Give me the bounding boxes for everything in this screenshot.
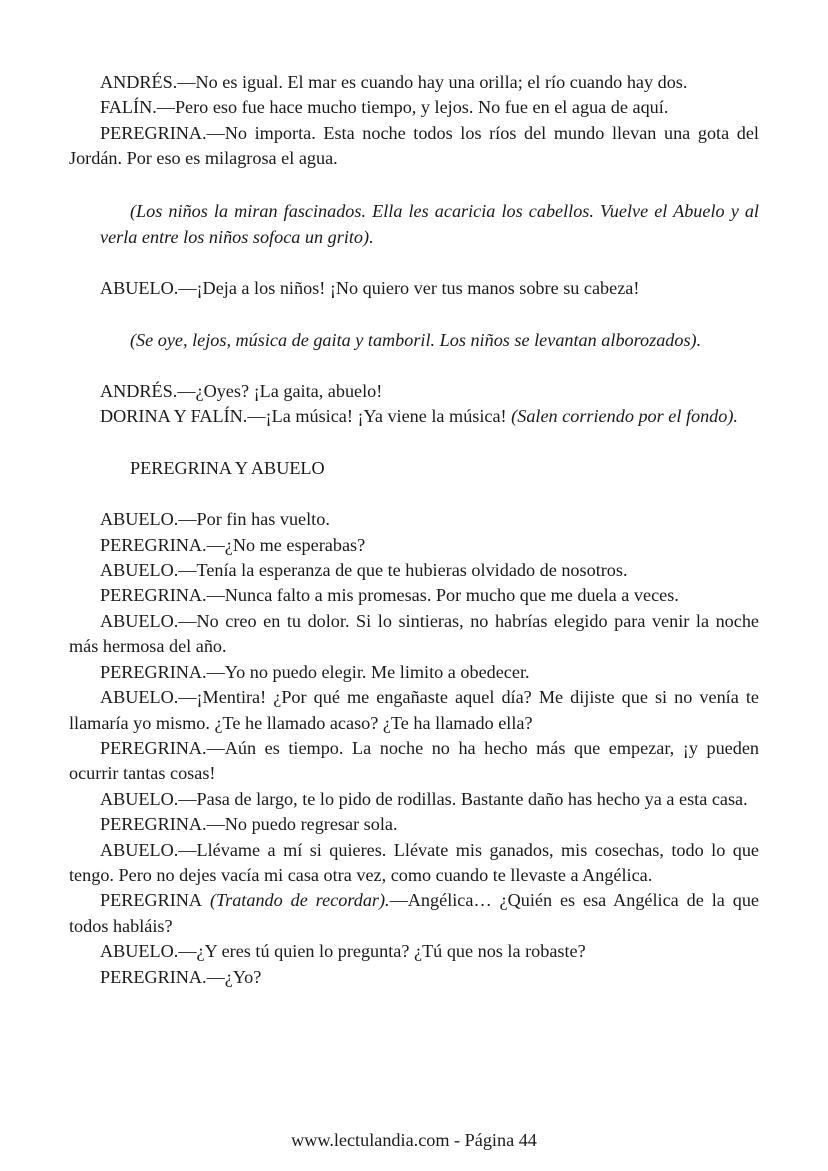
dialogue-line <box>69 507 759 532</box>
dialogue-line <box>69 121 759 172</box>
speaker-name: ABUELO. <box>100 610 179 631</box>
speaker-name: DORINA Y FALÍN. <box>100 406 248 427</box>
dialogue-line <box>69 404 759 429</box>
dialogue-line <box>69 70 759 95</box>
dialogue-text: —¡Mentira! ¿Por qué me engañaste aquel día? Me dijiste que si no venía te llamaría yo mismo. ¿Te he llamado acaso? ¿Te ha llamado ella? <box>69 687 759 733</box>
dialogue-text: —No creo en tu dolor. Si lo sintieras, no habrías elegido para venir la noche más hermosa del año. <box>69 610 759 657</box>
dialogue-text: —¿No me esperabas? <box>206 534 366 555</box>
dialogue-text: —Pasa de largo, te lo pido de rodillas. Bastante daño has hecho ya a esta casa. <box>178 788 748 809</box>
stage-direction: (Se oye, lejos, música de gaita y tamboril. Los niños se levantan alborozados). <box>130 330 702 351</box>
dialogue-text: —¿Yo? <box>206 966 262 987</box>
speaker-name: PEREGRINA. <box>100 966 207 987</box>
dialogue-text: —Pero eso fue hace mucho tiempo, y lejos. No fue en el agua de aquí. <box>156 97 669 118</box>
dialogue-line <box>69 685 759 736</box>
footer-text: www.lectulandia.com - Página 44 <box>291 1130 537 1150</box>
spacer <box>69 353 759 379</box>
speaker-name: ABUELO. <box>100 509 179 530</box>
speaker-name: ABUELO. <box>100 788 179 809</box>
speaker-name: PEREGRINA. <box>100 534 207 555</box>
dialogue-line <box>69 812 759 837</box>
speaker-name: ANDRÉS. <box>100 72 178 92</box>
dialogue-line <box>69 888 759 939</box>
spacer <box>69 430 759 456</box>
speaker-name: ABUELO. <box>100 941 179 962</box>
dialogue-line <box>69 533 759 558</box>
dialogue-line <box>69 95 759 120</box>
dialogue-text: —Tenía la esperanza de que te hubieras olvidado de nosotros. <box>178 560 628 581</box>
dialogue-text: —¿Y eres tú quien lo pregunta? ¿Tú que nos la robaste? <box>178 941 586 962</box>
spacer <box>69 172 759 198</box>
dialogue-text: —Por fin has vuelto. <box>178 509 330 530</box>
speaker-name: PEREGRINA. <box>100 585 207 606</box>
dialogue-text: —Yo no puedo elegir. Me limito a obedecer. <box>206 661 530 682</box>
speaker-name: FALÍN. <box>100 97 157 118</box>
dialogue-text: —Angélica… ¿Quién es esa Angélica de la que todos habláis? <box>69 890 759 936</box>
speaker-name: PEREGRINA. <box>100 814 207 835</box>
dialogue-text: —No puedo regresar sola. <box>206 814 398 835</box>
dialogue-line <box>69 660 759 685</box>
page-body <box>69 70 759 990</box>
dialogue-text: —No importa. Esta noche todos los ríos del mundo llevan una gota del Jordán. Por eso es milagrosa el agua. <box>69 122 759 169</box>
speaker-name: ABUELO. <box>100 277 179 298</box>
stage-direction: (Los niños la miran fascinados. Ella les acaricia los cabellos. Vuelve el Abuelo y al verla entre los niños sofoca un grito). <box>100 200 759 247</box>
dialogue-line <box>69 558 759 583</box>
dialogue-line <box>69 379 759 404</box>
speaker-name: ANDRÉS. <box>100 381 178 402</box>
speaker-name: PEREGRINA. <box>100 737 207 758</box>
dialogue-text: —No es igual. El mar es cuando hay una orilla; el río cuando hay dos. <box>177 72 688 92</box>
spacer <box>69 250 759 276</box>
speaker-name: PEREGRINA. <box>100 661 207 682</box>
dialogue-line <box>69 939 759 964</box>
stage-direction-inline: (Salen corriendo por el fondo). <box>511 406 738 427</box>
speaker-name: PEREGRINA <box>100 890 203 911</box>
dialogue-text: —Nunca falto a mis promesas. Por mucho que me duela a veces. <box>206 585 679 606</box>
dialogue-text: —¿Oyes? ¡La gaita, abuelo! <box>177 381 383 402</box>
page-footer <box>0 1130 828 1151</box>
spacer <box>69 481 759 507</box>
dialogue-line <box>69 965 759 990</box>
spacer <box>69 301 759 327</box>
dialogue-text: —¡La música! ¡Ya viene la música! <box>247 406 512 427</box>
stage-direction-inline: (Tratando de recordar). <box>202 890 390 911</box>
speaker-name: PEREGRINA. <box>100 122 207 143</box>
scene-heading: PEREGRINA Y ABUELO <box>130 457 325 478</box>
dialogue-text: —¡Deja a los niños! ¡No quiero ver tus manos sobre su cabeza! <box>178 277 640 298</box>
dialogue-line <box>69 276 759 301</box>
dialogue-line <box>69 838 759 889</box>
dialogue-line <box>69 787 759 812</box>
dialogue-text: —Llévame a mí si quieres. Llévate mis ganados, mis cosechas, todo lo que tengo. Pero no dejes vacía mi casa otra vez, como cuando te llevaste a Angélica. <box>69 839 759 885</box>
dialogue-line <box>69 583 759 608</box>
dialogue-text: —Aún es tiempo. La noche no ha hecho más que empezar, ¡y pueden ocurrir tantas cosas! <box>69 737 759 784</box>
dialogue-line <box>69 609 759 660</box>
dialogue-line <box>69 736 759 787</box>
speaker-name: ABUELO. <box>100 687 179 708</box>
speaker-name: ABUELO. <box>100 839 179 860</box>
speaker-name: ABUELO. <box>100 560 179 581</box>
